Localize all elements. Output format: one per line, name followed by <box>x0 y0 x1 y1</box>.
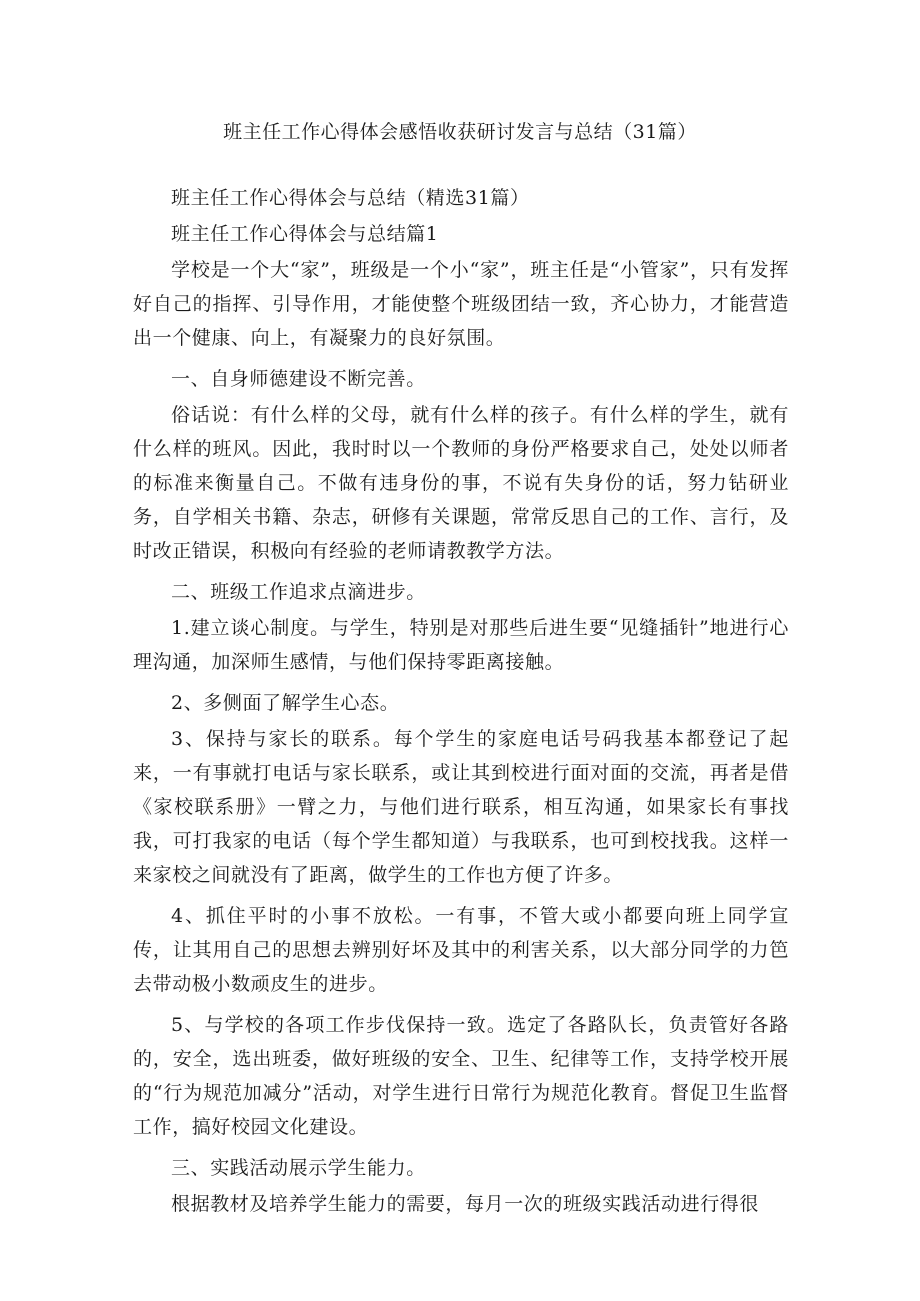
heading-one-paragraph: 一、自身师德建设不断完善。 <box>171 368 426 390</box>
section-heading-paragraph: 班主任工作心得体会与总结篇1 <box>171 223 439 245</box>
subtitle-paragraph: 班主任工作心得体会与总结（精选31篇） <box>171 187 530 209</box>
intro-paragraph: 学校是一个大“家”，班级是一个小“家”，班主任是“小管家”，只有发挥好自己的指挥、引导作用，才能使整个班级团结一致，齐心协力，才能营造出一个健康、向上，有凝聚力的良好氛围。 <box>133 259 789 349</box>
item-four-paragraph: 4、抓住平时的小事不放松。一有事，不管大或小都要向班上同学宣传，让其用自己的思想去辨别好坏及其中的利害关系，以大部分同学的力笆去带动极小数顽皮生的进步。 <box>133 905 789 995</box>
document-title: 班主任工作心得体会感悟收获研讨发言与总结（31篇） <box>223 121 697 143</box>
teacher-ethics-paragraph: 俗话说：有什么样的父母，就有什么样的孩子。有什么样的学生，就有什么样的班风。因此，我时时以一个教师的身份严格要求自己，处处以师者的标准来衡量自己。不做有违身份的事，不说有失身份的话，努力钻研业务，自学相关书籍、杂志，研修有关课题，常常反思自己的工作、言行，及时改正错误，积极向有经验的老师请教教学方法。 <box>133 404 789 562</box>
item-two-paragraph: 2、多侧面了解学生心态。 <box>171 692 400 714</box>
item-three-paragraph: 3、保持与家长的联系。每个学生的家庭电话号码我基本都登记了起来，一有事就打电话与家长联系，或让其到校进行面对面的交流，再者是借《家校联系册》一臂之力，与他们进行联系，相互沟通，如果家长有事找我，可打我家的电话（每个学生都知道）与我联系，也可到校找我。这样一来家校之间就没有了距离，做学生的工作也方便了许多。 <box>133 728 789 886</box>
activity-paragraph: 根据教材及培养学生能力的需要，每月一次的班级实践活动进行得很 <box>171 1193 760 1215</box>
heading-two-paragraph: 二、班级工作追求点滴进步。 <box>171 581 426 603</box>
heading-three-paragraph: 三、实践活动展示学生能力。 <box>171 1157 426 1179</box>
item-five-paragraph: 5、与学校的各项工作步伐保持一致。选定了各路队长，负责管好各路的，安全，选出班委，做好班级的安全、卫生、纪律等工作，支持学校开展的“行为规范加减分”活动，对学生进行日常行为规范化教育。督促卫生监督工作，搞好校园文化建设。 <box>133 1014 789 1138</box>
document-body <box>133 181 789 1228</box>
item-one-paragraph: 1.建立谈心制度。与学生，特别是对那些后进生要“见缝插针”地进行心理沟通，加深师生感情，与他们保持零距离接触。 <box>133 617 789 673</box>
